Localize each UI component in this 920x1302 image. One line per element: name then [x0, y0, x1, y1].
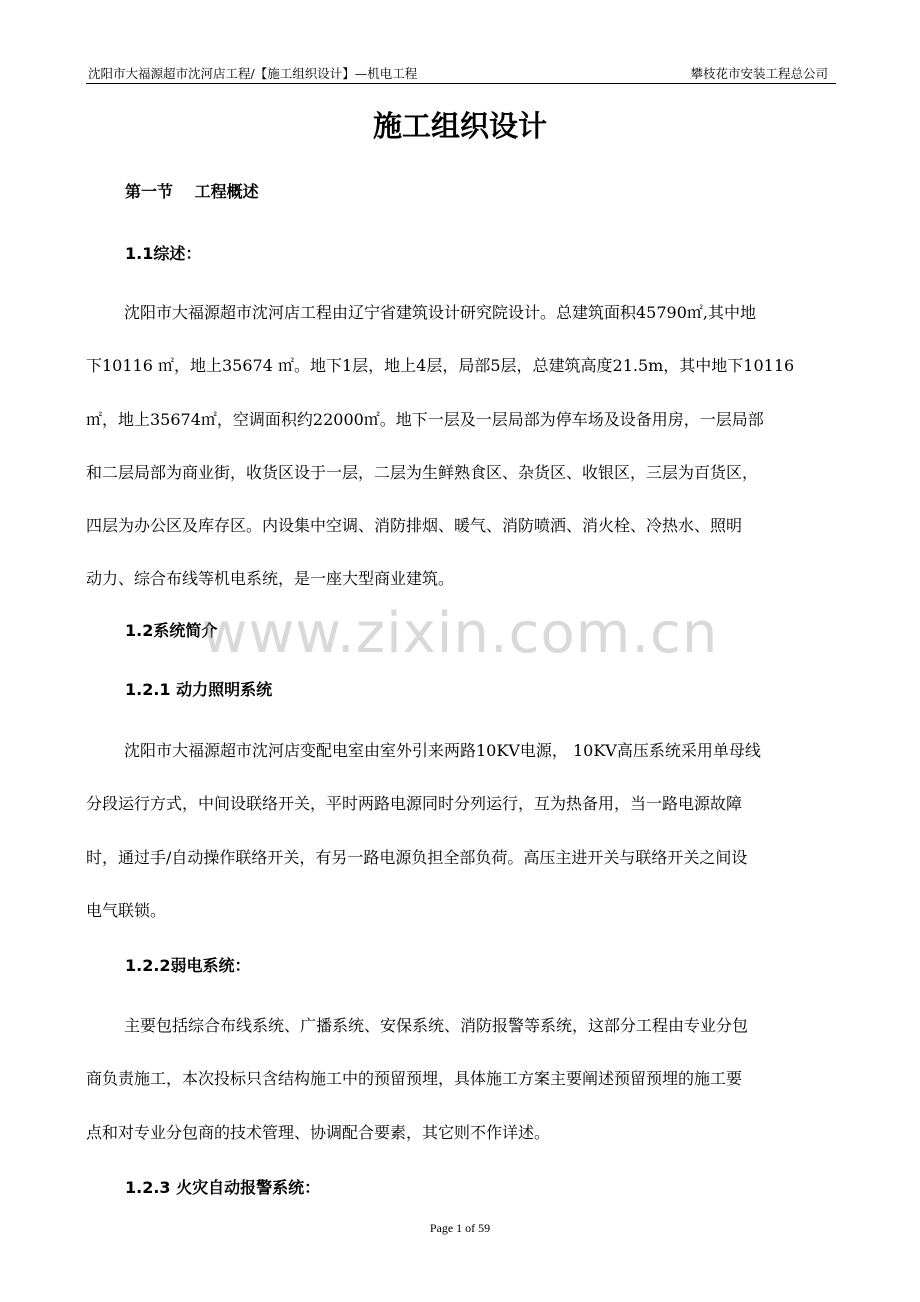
paragraph-line: 分段运行方式，中间设联络开关，平时两路电源同时分列运行，互为热备用，当一路电源故障 [86, 794, 743, 814]
document-title: 施工组织设计 [372, 109, 547, 143]
page-header [86, 65, 836, 84]
subsection-1-2-1-heading: 1.2.1 动力照明系统 [125, 680, 273, 699]
header-company-name: 攀枝花市安装工程总公司 [690, 66, 828, 81]
paragraph-line: 下10116 ㎡，地上35674 ㎡。地下1层，地上4层，局部5层，总建筑高度21.5m，其中地下10116 [86, 356, 795, 376]
header-project-name: 沈阳市大福源超市沈河店工程/【施工组织设计】—机电工程 [88, 66, 418, 81]
paragraph-line: 四层为办公区及库存区。内设集中空调、消防排烟、暖气、消防喷洒、消火栓、冷热水、照明 [86, 516, 743, 536]
paragraph-line: 动力、综合布线等机电系统，是一座大型商业建筑。 [86, 569, 455, 589]
subsection-1-2-heading: 1.2系统简介 [125, 621, 218, 640]
subsection-1-2-2-paragraph [86, 999, 856, 1159]
paragraph-line: 时，通过手/自动操作联络开关，有另一路电源负担全部负荷。高压主进开关与联络开关之间设 [86, 847, 748, 867]
watermark: www.zixin.com.cn [201, 601, 719, 666]
paragraph-line: 商负责施工，本次投标只含结构施工中的预留预埋，具体施工方案主要阐述预留预埋的施工要 [86, 1069, 743, 1089]
paragraph-line: 点和对专业分包商的技术管理、协调配合要素，其它则不作详述。 [86, 1122, 551, 1142]
paragraph-line: 沈阳市大福源超市沈河店变配电室由室外引来两路10KV电源， 10KV高压系统采用单母线 [124, 741, 761, 760]
section-heading: 第一节 工程概述 [125, 182, 259, 201]
paragraph-line: 主要包括综合布线系统、广播系统、安保系统、消防报警等系统，这部分工程由专业分包 [124, 1016, 749, 1035]
paragraph-line: ㎡，地上35674㎡，空调面积约22000㎡。地下一层及一层局部为停车场及设备用房，一层局部 [86, 409, 764, 429]
paragraph-line: 电气联锁。 [86, 900, 167, 920]
subsection-1-2-3-heading: 1.2.3 火灾自动报警系统： [125, 1178, 321, 1197]
paragraph-line: 沈阳市大福源超市沈河店工程由辽宁省建筑设计研究院设计。总建筑面积45790㎡,其中地 [124, 303, 756, 322]
paragraph-line: 和二层局部为商业街，收货区设于一层，二层为生鲜熟食区、杂货区、收银区，三层为百货区， [86, 462, 759, 482]
subsection-1-2-1-paragraph [86, 724, 856, 937]
page-number: Page 1 of 59 [429, 1221, 491, 1235]
subsection-1-1-heading: 1.1综述： [125, 244, 202, 263]
subsection-1-2-2-heading: 1.2.2弱电系统： [125, 956, 251, 975]
subsection-1-1-paragraph [86, 286, 856, 606]
